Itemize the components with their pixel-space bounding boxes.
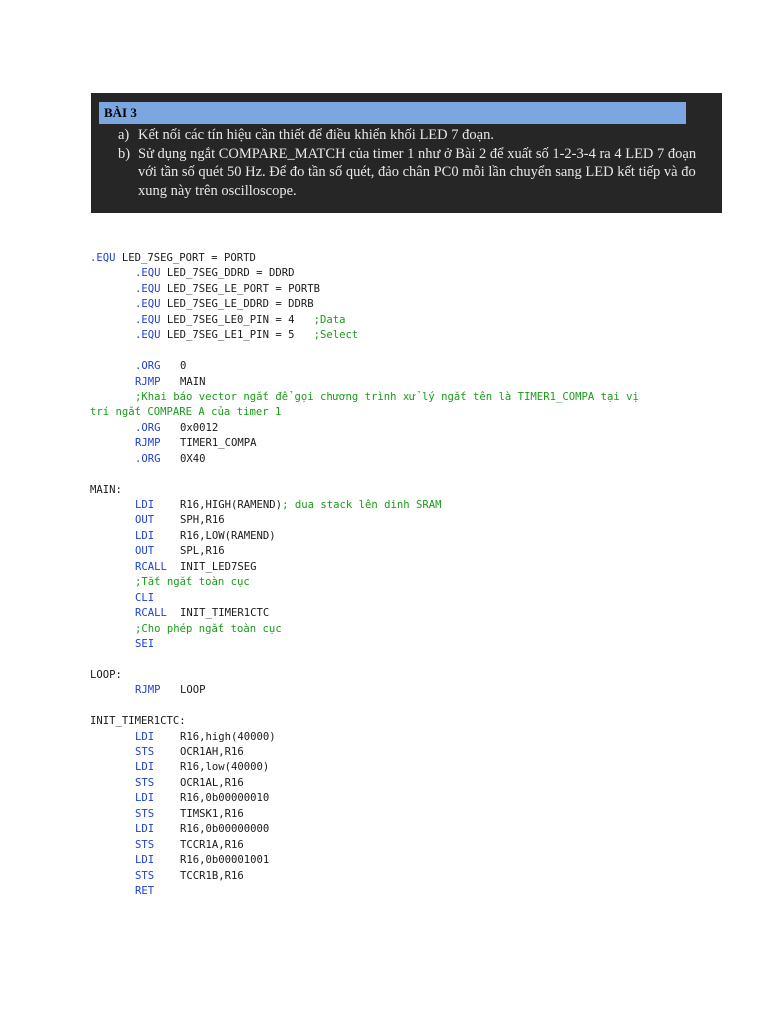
code-keyword: RJMP — [135, 684, 161, 697]
code-operand: LED_7SEG_LE_PORT = PORTB — [160, 282, 320, 295]
code-line — [90, 606, 730, 621]
code-keyword: .EQU — [90, 252, 116, 264]
code-line — [90, 745, 730, 760]
code-line — [90, 853, 730, 868]
code-operand: INIT_LED7SEG — [180, 560, 257, 573]
code-keyword: .ORG — [135, 421, 161, 434]
code-line — [90, 313, 730, 328]
code-label: MAIN: — [90, 483, 122, 496]
code-keyword: LDI — [135, 529, 155, 542]
code-line — [90, 838, 730, 853]
code-line — [90, 483, 730, 498]
code-keyword: STS — [135, 807, 155, 820]
code-line — [90, 699, 730, 714]
code-keyword: RJMP — [135, 437, 161, 450]
code-keyword: LDI — [135, 730, 155, 743]
code-keyword: STS — [135, 746, 155, 758]
code-operand: TCCR1A,R16 — [180, 838, 244, 851]
code-keyword: .ORG — [135, 452, 161, 465]
code-line — [90, 683, 730, 698]
code-operand: LED_7SEG_DDRD = DDRD — [160, 267, 295, 280]
code-operand: SPH,R16 — [180, 514, 225, 527]
code-line — [90, 405, 730, 420]
code-line — [90, 791, 730, 806]
code-operand: 0X40 — [180, 452, 206, 465]
code-keyword: RET — [135, 884, 155, 897]
code-line — [90, 822, 730, 837]
code-line — [90, 869, 730, 884]
code-operand: INIT_TIMER1CTC — [180, 607, 270, 620]
code-line — [90, 390, 730, 405]
code-operand: LOOP — [180, 684, 206, 697]
code-keyword: OUT — [135, 514, 155, 527]
code-keyword: RJMP — [135, 375, 161, 388]
task-item-text: Sử dụng ngắt COMPARE_MATCH của timer 1 như ở Bài 2 để xuất số 1-2-3-4 ra 4 LED 7 đoạn với tần số quét 50 Hz. Để đo tần số quét, đảo chân PC0 mỗi lần chuyển sang LED kết tiếp và đo xung này trên oscilloscope. — [138, 145, 697, 199]
code-line — [90, 807, 730, 822]
code-line — [90, 452, 730, 467]
code-line — [90, 436, 730, 451]
code-keyword: .ORG — [135, 360, 161, 373]
code-keyword: STS — [135, 776, 155, 789]
code-line — [90, 560, 730, 575]
code-operand: LED_7SEG_LE0_PIN = 4 — [160, 313, 314, 326]
code-line — [90, 652, 730, 667]
code-line — [90, 251, 730, 266]
code-operand: OCR1AL,R16 — [180, 776, 244, 789]
code-operand: 0x0012 — [180, 421, 219, 434]
code-line — [90, 544, 730, 559]
code-line — [90, 760, 730, 775]
code-keyword: LDI — [135, 854, 155, 867]
code-line — [90, 714, 730, 729]
code-operand: R16,0b00000010 — [180, 792, 270, 805]
code-operand: LED_7SEG_LE_DDRD = DDRB — [160, 298, 314, 311]
code-keyword: CLI — [135, 591, 155, 604]
code-keyword: LDI — [135, 761, 155, 774]
code-line — [90, 498, 730, 513]
code-keyword: LDI — [135, 792, 155, 805]
code-keyword: SEI — [135, 637, 155, 650]
code-keyword: STS — [135, 869, 155, 882]
code-operand: R16,0b00001001 — [180, 854, 270, 867]
code-line — [90, 344, 730, 359]
code-comment: ;Select — [313, 329, 359, 342]
code-operand: R16,LOW(RAMEND) — [180, 529, 276, 542]
code-line — [90, 266, 730, 281]
code-line — [90, 591, 730, 606]
code-operand: TIMER1_COMPA — [180, 437, 257, 450]
code-line — [90, 297, 730, 312]
task-item-b — [99, 145, 699, 201]
code-line — [90, 776, 730, 791]
code-comment: trí ngắt COMPARE A của timer 1 — [90, 406, 282, 419]
task-item-text: Kết nối các tín hiệu cần thiết để điều khiển khối LED 7 đoạn. — [138, 127, 494, 143]
task-title: BÀI 3 — [99, 102, 686, 124]
code-line — [90, 359, 730, 374]
code-keyword: .EQU — [135, 282, 161, 295]
code-operand: R16,HIGH(RAMEND) — [180, 499, 283, 511]
code-comment: ;Khai báo vector ngắt để gọi chương trình xử lý ngắt tên là TIMER1_COMPA tại vị — [135, 390, 639, 403]
code-line — [90, 467, 730, 482]
task-item-marker: a) — [118, 127, 130, 143]
code-line — [90, 513, 730, 528]
code-operand: LED_7SEG_PORT = PORTD — [115, 252, 256, 264]
code-comment: ;Cho phép ngắt toàn cục — [135, 622, 282, 635]
code-line — [90, 328, 730, 343]
code-keyword: RCALL — [135, 560, 167, 573]
code-keyword: .EQU — [135, 329, 161, 342]
code-keyword: OUT — [135, 545, 155, 558]
code-line — [90, 575, 730, 590]
code-keyword: .EQU — [135, 313, 161, 326]
code-operand: OCR1AH,R16 — [180, 746, 244, 758]
code-keyword: RCALL — [135, 607, 167, 620]
code-operand: TCCR1B,R16 — [180, 869, 244, 882]
code-keyword: LDI — [135, 499, 155, 511]
code-keyword: LDI — [135, 823, 155, 836]
code-keyword: STS — [135, 838, 155, 851]
task-item-marker: b) — [118, 145, 131, 162]
code-operand: SPL,R16 — [180, 545, 225, 558]
code-operand: R16,low(40000) — [180, 761, 270, 774]
code-comment: ;Data — [313, 313, 346, 326]
code-line — [90, 730, 730, 745]
code-operand: R16,high(40000) — [180, 730, 276, 743]
task-box — [91, 93, 722, 213]
code-line — [90, 282, 730, 297]
code-line — [90, 668, 730, 683]
code-operand: TIMSK1,R16 — [180, 807, 244, 820]
code-line — [90, 421, 730, 436]
code-line — [90, 637, 730, 652]
code-line — [90, 529, 730, 544]
code-label: INIT_TIMER1CTC: — [90, 715, 186, 728]
code-line — [90, 884, 730, 899]
code-label: LOOP: — [90, 668, 122, 681]
code-listing — [90, 251, 730, 899]
code-line — [90, 375, 730, 390]
code-line — [90, 622, 730, 637]
code-comment: ;Tắt ngắt toàn cục — [135, 576, 250, 589]
code-operand: R16,0b00000000 — [180, 823, 270, 836]
code-keyword: .EQU — [135, 267, 161, 280]
code-keyword: .EQU — [135, 298, 161, 311]
task-item-a — [99, 126, 699, 145]
task-list — [99, 126, 699, 200]
code-operand: LED_7SEG_LE1_PIN = 5 — [160, 329, 314, 342]
code-operand: 0 — [180, 360, 187, 373]
code-comment: ; dua stack lên dinh SRAM — [282, 499, 442, 511]
code-operand: MAIN — [180, 375, 206, 388]
